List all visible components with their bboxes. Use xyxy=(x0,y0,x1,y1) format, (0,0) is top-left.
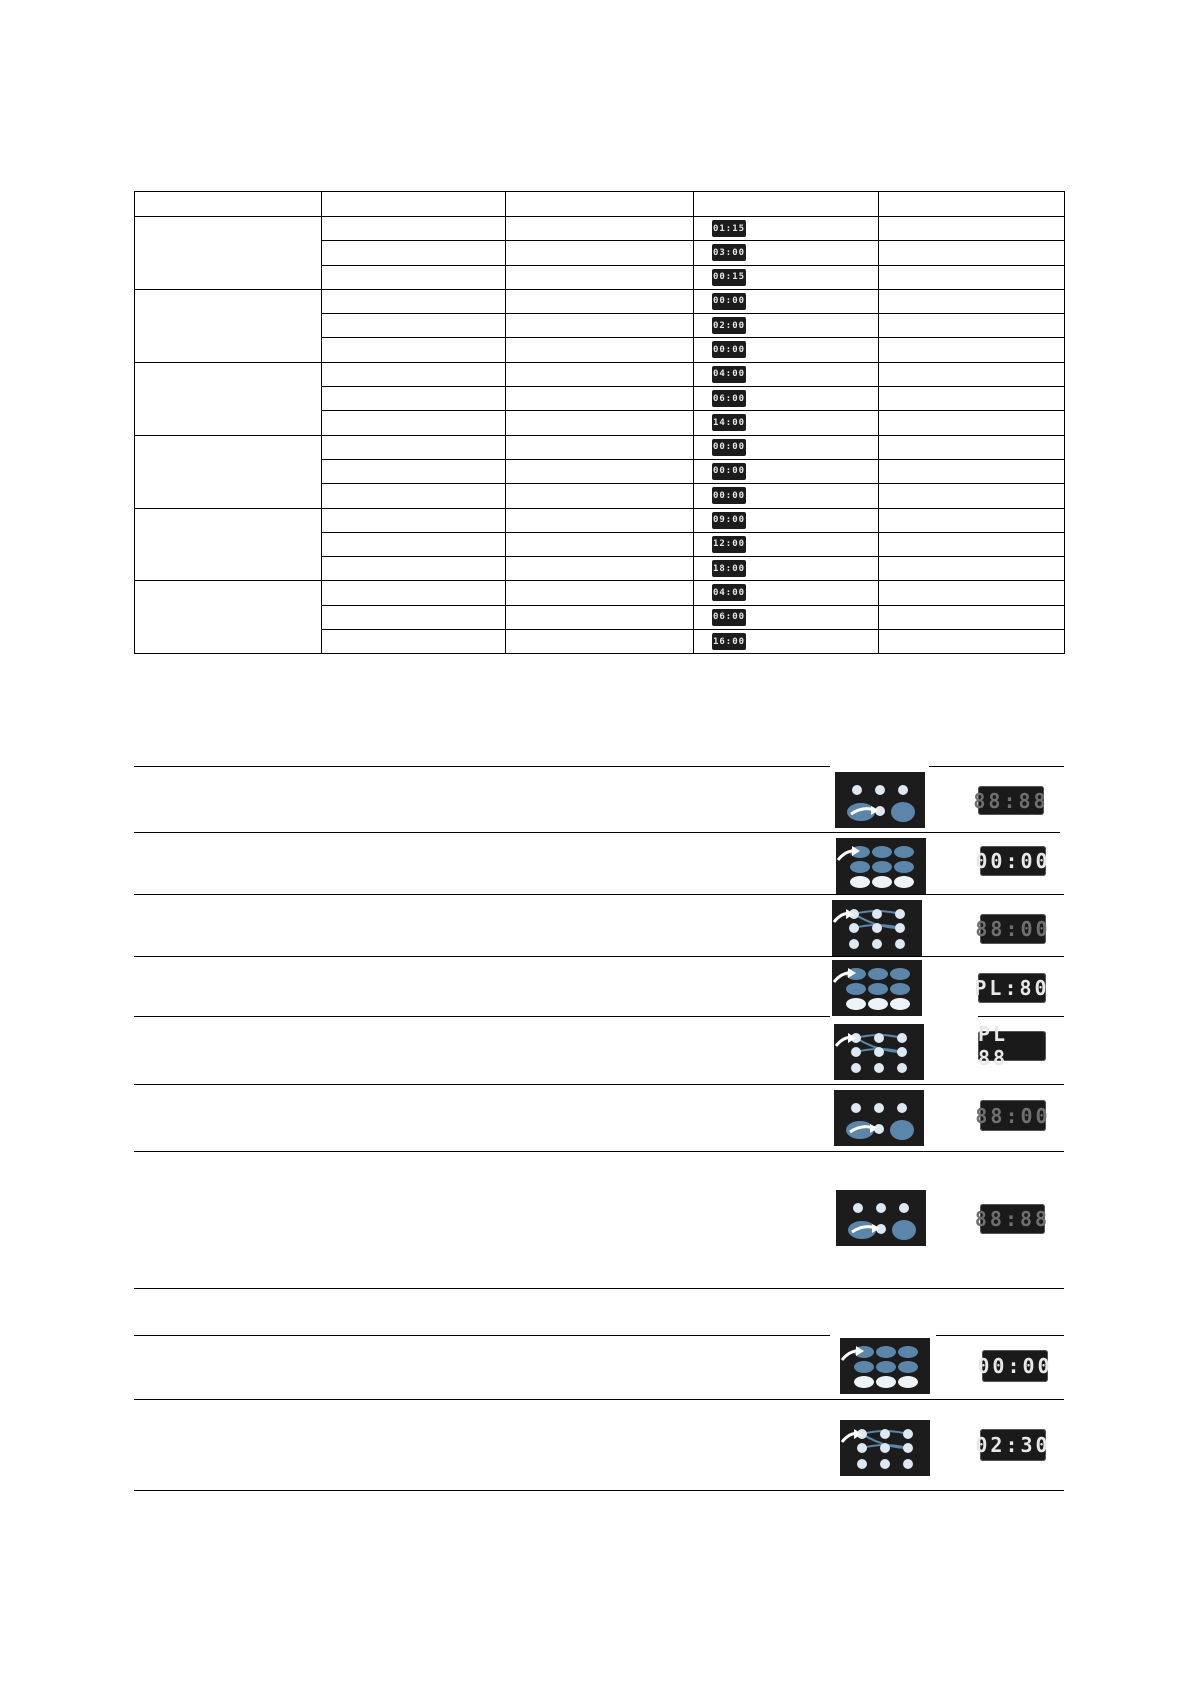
table-cell xyxy=(322,435,506,459)
table-cell xyxy=(322,265,506,289)
mini-display-icon: 00:00 xyxy=(712,487,746,504)
row-divider xyxy=(134,956,1064,957)
table-cell xyxy=(506,581,694,605)
table-cell xyxy=(879,557,1065,581)
row-divider xyxy=(134,1399,1064,1400)
table-cell xyxy=(506,241,694,265)
row-divider xyxy=(134,1490,1064,1491)
table-cell xyxy=(879,630,1065,654)
table-cell xyxy=(879,289,1065,313)
row-divider xyxy=(134,1151,1064,1152)
table-cell xyxy=(322,338,506,362)
group-cell xyxy=(135,581,322,654)
program-table xyxy=(134,191,1065,654)
led-display-icon xyxy=(975,914,1051,944)
table-cell xyxy=(322,241,506,265)
keypad-press-icon xyxy=(834,1090,924,1151)
table-cell xyxy=(879,314,1065,338)
table-cell xyxy=(322,217,506,241)
table-cell xyxy=(879,411,1065,435)
table-cell xyxy=(322,484,506,508)
table-cell xyxy=(879,581,1065,605)
mini-display-icon: 04:00 xyxy=(712,584,746,601)
table-cell xyxy=(694,411,879,435)
table-cell xyxy=(694,435,879,459)
table-cell xyxy=(506,314,694,338)
led-display-value: PL 88 xyxy=(978,1022,1009,1070)
table-cell xyxy=(322,314,506,338)
table-row xyxy=(135,508,1065,532)
table-cell xyxy=(694,289,879,313)
keypad-press-icon xyxy=(840,1338,930,1399)
mini-display-icon: 09:00 xyxy=(712,512,746,529)
table-cell xyxy=(506,557,694,581)
led-display-value: 00:00 xyxy=(975,849,1051,873)
keypad-press-icon xyxy=(836,838,926,899)
led-display-icon xyxy=(974,1204,1051,1234)
keypad-press-icon xyxy=(834,1024,924,1085)
table-cell xyxy=(322,459,506,483)
row-divider xyxy=(134,1288,1064,1289)
table-cell xyxy=(322,581,506,605)
table-cell xyxy=(322,289,506,313)
led-display-icon xyxy=(978,1022,1046,1070)
header-cell xyxy=(694,192,879,217)
table-cell xyxy=(694,241,879,265)
table-cell xyxy=(879,605,1065,629)
mini-display-icon: 18:00 xyxy=(712,560,746,577)
group-cell xyxy=(135,435,322,508)
table-cell xyxy=(694,532,879,556)
table-cell xyxy=(694,265,879,289)
group-cell xyxy=(135,217,322,290)
mini-display-icon: 14:00 xyxy=(712,414,746,431)
mini-display-icon: 06:00 xyxy=(712,609,746,626)
led-display-value: PL:80 xyxy=(974,976,1050,1000)
header-cell xyxy=(135,192,322,217)
table-cell xyxy=(694,217,879,241)
led-display-icon xyxy=(975,846,1051,876)
table-row xyxy=(135,217,1065,241)
led-display-icon xyxy=(975,1429,1051,1461)
table-cell xyxy=(694,459,879,483)
mini-display-icon: 03:00 xyxy=(712,244,746,261)
table-cell xyxy=(322,387,506,411)
table-cell xyxy=(506,435,694,459)
table-cell xyxy=(506,459,694,483)
mini-display-icon: 02:00 xyxy=(712,317,746,334)
mini-display-icon: 00:00 xyxy=(712,439,746,456)
table-cell xyxy=(879,362,1065,386)
table-cell xyxy=(879,459,1065,483)
row-divider xyxy=(134,1016,830,1017)
table-cell xyxy=(694,605,879,629)
led-display-icon xyxy=(974,973,1050,1003)
led-display-icon xyxy=(977,1350,1053,1382)
table-cell xyxy=(694,581,879,605)
table-cell xyxy=(879,508,1065,532)
mini-display-icon: 00:00 xyxy=(712,341,746,358)
table-cell xyxy=(879,338,1065,362)
mini-display-icon: 01:15 xyxy=(712,220,746,237)
table-cell xyxy=(322,411,506,435)
table-cell xyxy=(322,557,506,581)
table-row xyxy=(135,362,1065,386)
table-cell xyxy=(879,484,1065,508)
mini-display-icon: 06:00 xyxy=(712,390,746,407)
row-divider xyxy=(134,1335,830,1336)
group-cell xyxy=(135,508,322,581)
table-cell xyxy=(694,508,879,532)
table-cell xyxy=(694,387,879,411)
table-cell xyxy=(506,289,694,313)
table-cell xyxy=(694,484,879,508)
table-cell xyxy=(322,605,506,629)
table-cell xyxy=(694,557,879,581)
table-header-row xyxy=(135,192,1065,217)
table-cell xyxy=(694,630,879,654)
header-cell xyxy=(506,192,694,217)
table-cell xyxy=(322,362,506,386)
keypad-press-icon xyxy=(832,900,922,961)
table-cell xyxy=(322,508,506,532)
led-display-icon xyxy=(973,786,1049,815)
table-row xyxy=(135,289,1065,313)
table-cell xyxy=(694,338,879,362)
led-display-value: 88:88 xyxy=(974,1207,1051,1231)
table-cell xyxy=(694,362,879,386)
keypad-press-icon xyxy=(840,1420,930,1481)
table-cell xyxy=(879,217,1065,241)
table-cell xyxy=(506,411,694,435)
table-cell xyxy=(506,387,694,411)
row-divider xyxy=(929,766,1064,767)
mini-display-icon: 00:00 xyxy=(712,463,746,480)
row-divider xyxy=(978,1016,1064,1017)
table-cell xyxy=(506,532,694,556)
mini-display-icon: 16:00 xyxy=(712,633,746,650)
table-cell xyxy=(506,338,694,362)
header-cell xyxy=(879,192,1065,217)
keypad-press-icon xyxy=(836,1190,926,1251)
table-cell xyxy=(506,484,694,508)
table-cell xyxy=(879,435,1065,459)
led-display-value: 88:88 xyxy=(973,788,1049,813)
row-divider xyxy=(134,766,830,767)
keypad-press-icon xyxy=(832,960,922,1021)
table-cell xyxy=(879,387,1065,411)
table-cell xyxy=(879,265,1065,289)
led-display-value: 88:00 xyxy=(975,1103,1051,1128)
table-cell xyxy=(322,532,506,556)
mini-display-icon: 00:15 xyxy=(712,269,746,286)
row-divider xyxy=(134,1084,1064,1085)
mini-display-icon: 04:00 xyxy=(712,366,746,383)
keypad-press-icon xyxy=(835,772,925,833)
group-cell xyxy=(135,362,322,435)
group-cell xyxy=(135,289,322,362)
led-display-value: 88:00 xyxy=(975,917,1051,941)
table-cell xyxy=(506,508,694,532)
table-cell xyxy=(879,241,1065,265)
table-cell xyxy=(506,265,694,289)
table-cell xyxy=(506,217,694,241)
led-display-value: 02:30 xyxy=(975,1433,1051,1457)
led-display-icon xyxy=(975,1100,1051,1131)
header-cell xyxy=(322,192,506,217)
table-row xyxy=(135,581,1065,605)
row-divider xyxy=(936,1335,1064,1336)
table-row xyxy=(135,435,1065,459)
table-cell xyxy=(506,605,694,629)
table-cell xyxy=(322,630,506,654)
table-cell xyxy=(506,630,694,654)
led-display-value: 00:00 xyxy=(977,1354,1053,1378)
table-cell xyxy=(506,362,694,386)
table-cell xyxy=(694,314,879,338)
table-cell xyxy=(879,532,1065,556)
mini-display-icon: 00:00 xyxy=(712,293,746,310)
mini-display-icon: 12:00 xyxy=(712,536,746,553)
